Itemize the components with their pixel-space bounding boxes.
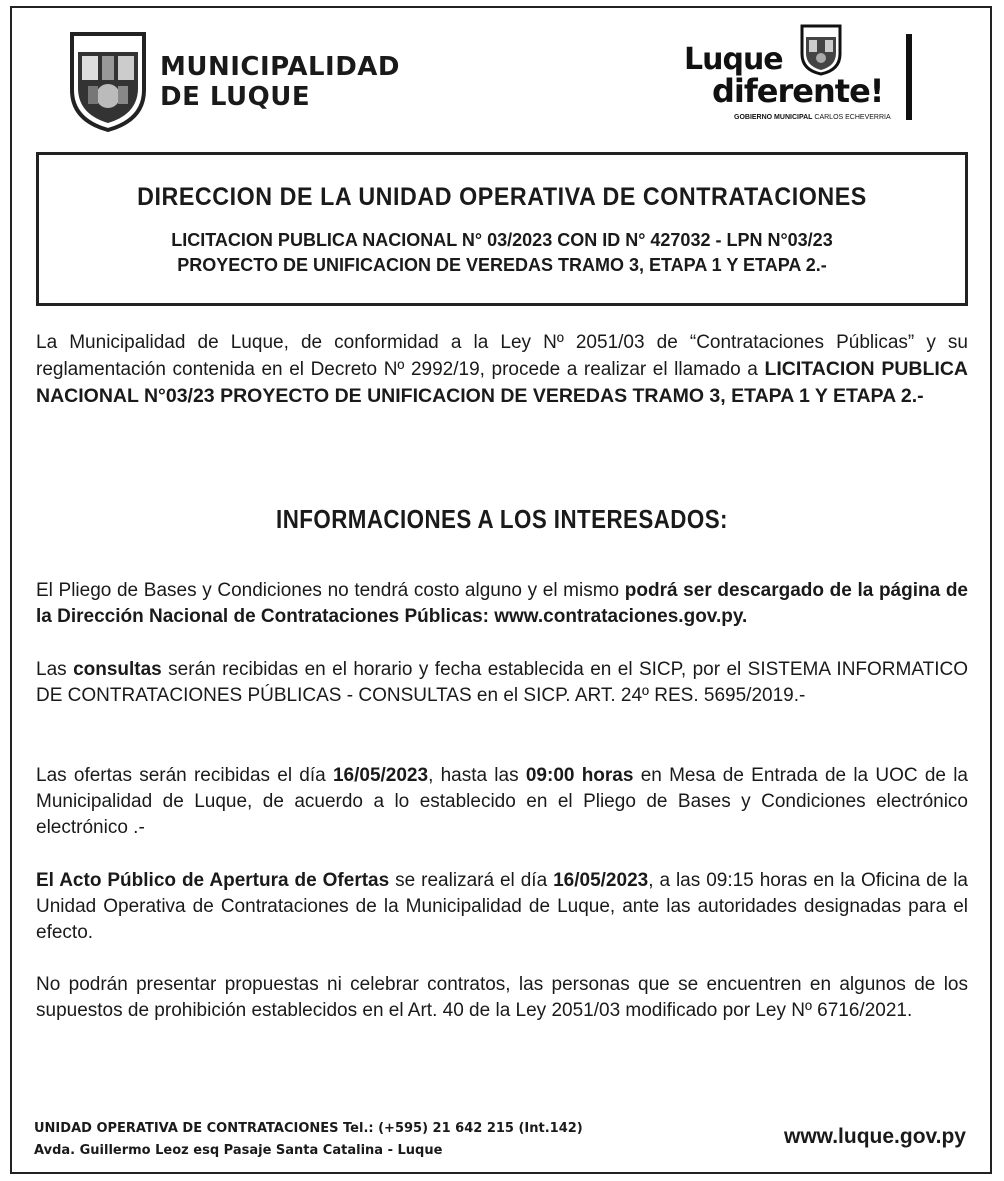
intro-bold: LICITACION PUBLICA NACIONAL N°03/23 PROYECTO DE UNIFICACION DE VEREDAS TRAMO 3, ETAPA 1 Y ETAPA 2.- bbox=[36, 358, 968, 407]
p4-text-a: se realizará el día bbox=[389, 870, 554, 891]
paragraph-prohibicion: No podrán presentar propuestas ni celebrar contratos, las personas que se encuentren en algunos de los supuestos de prohibición establecidos en el Art. 40 de la Ley 2051/03 modificado por Ley Nº 6716/2021. bbox=[36, 974, 968, 1021]
brand-line1: Luque bbox=[684, 42, 783, 77]
p1-bold: podrá ser descargado de la página de la Dirección Nacional de Contrataciones Públicas: www.contrataciones.gov.py. bbox=[36, 580, 968, 627]
brand-vertical-bar bbox=[906, 34, 912, 120]
p3-text-c: en Mesa de Entrada de la UOC de la Municipalidad de Luque, de acuerdo a lo establecido en el Pliego de Bases y Condiciones electrónico electrónico .- bbox=[36, 765, 968, 838]
brand-subtitle bbox=[734, 114, 891, 121]
paragraph-pliego bbox=[36, 578, 968, 630]
footer-line1: UNIDAD OPERATIVA DE CONTRATACIONES Tel.: (+595) 21 642 215 (Int.142) bbox=[34, 1121, 583, 1136]
title-subtitle-line2: PROYECTO DE UNIFICACION DE VEREDAS TRAMO 3, ETAPA 1 Y ETAPA 2.- bbox=[177, 255, 827, 275]
p4-date: 16/05/2023 bbox=[553, 870, 649, 891]
p3-date: 16/05/2023 bbox=[332, 765, 429, 786]
municipality-name-line2: DE LUQUE bbox=[160, 82, 311, 112]
intro-paragraph bbox=[36, 330, 968, 410]
title-subtitle bbox=[39, 228, 965, 278]
p4-text-b: , a las 09:15 horas en la Oficina de la Unidad Operativa de Contrataciones de la Municipalidad de Luque, ante las autoridades designadas para el efecto. bbox=[36, 870, 969, 943]
p2-text-a: Las bbox=[36, 659, 74, 680]
p3-time: 09:00 horas bbox=[525, 765, 634, 786]
footer-line2: Avda. Guillermo Leoz esq Pasaje Santa Catalina - Luque bbox=[34, 1143, 443, 1158]
footer-website-link[interactable]: www.luque.gov.py bbox=[783, 1125, 966, 1148]
footer-contact bbox=[34, 1118, 583, 1162]
paragraph-ofertas bbox=[36, 763, 968, 841]
brand-sub-mayor: CARLOS ECHEVERRIA bbox=[814, 114, 891, 121]
luque-diferente-logo bbox=[682, 24, 922, 124]
p3-text-a: Las ofertas serán recibidas el día bbox=[36, 765, 333, 786]
brand-sub-government: GOBIERNO MUNICIPAL bbox=[734, 114, 813, 121]
p4-bold: El Acto Público de Apertura de Ofertas bbox=[36, 870, 390, 891]
section-heading: INFORMACIONES A LOS INTERESADOS: bbox=[276, 504, 728, 534]
municipality-name bbox=[160, 52, 400, 112]
title-subtitle-line1: LICITACION PUBLICA NACIONAL N° 03/2023 CON ID N° 427032 - LPN N°03/23 bbox=[171, 230, 833, 250]
intro-text: La Municipalidad de Luque, de conformidad a la Ley Nº 2051/03 de “Contrataciones Públicas” y su reglamentación contenida en el Decreto Nº 2992/19, procede a realizar el llamado a bbox=[36, 332, 968, 380]
title-main: DIRECCION DE LA UNIDAD OPERATIVA DE CONTRATACIONES bbox=[137, 183, 867, 211]
p2-text-b: serán recibidas en el horario y fecha establecida en el SICP, por el SISTEMA INFORMATICO DE CONTRATACIONES PÚBLICAS - CONSULTAS en el SICP. ART. 24º RES. 5695/2019.- bbox=[36, 659, 968, 706]
paragraph-consultas bbox=[36, 657, 968, 709]
brand-shield-icon bbox=[800, 24, 842, 76]
municipal-seal-icon bbox=[68, 30, 148, 132]
brand-line2: diferente! bbox=[712, 72, 884, 110]
p2-bold: consultas bbox=[73, 659, 162, 680]
paragraph-apertura bbox=[36, 868, 968, 946]
p1-text: El Pliego de Bases y Condiciones no tendrá costo alguno y el mismo bbox=[36, 580, 625, 601]
title-box bbox=[36, 152, 968, 306]
municipality-name-line1: MUNICIPALIDAD bbox=[160, 52, 400, 82]
p3-text-b: , hasta las bbox=[428, 765, 526, 786]
